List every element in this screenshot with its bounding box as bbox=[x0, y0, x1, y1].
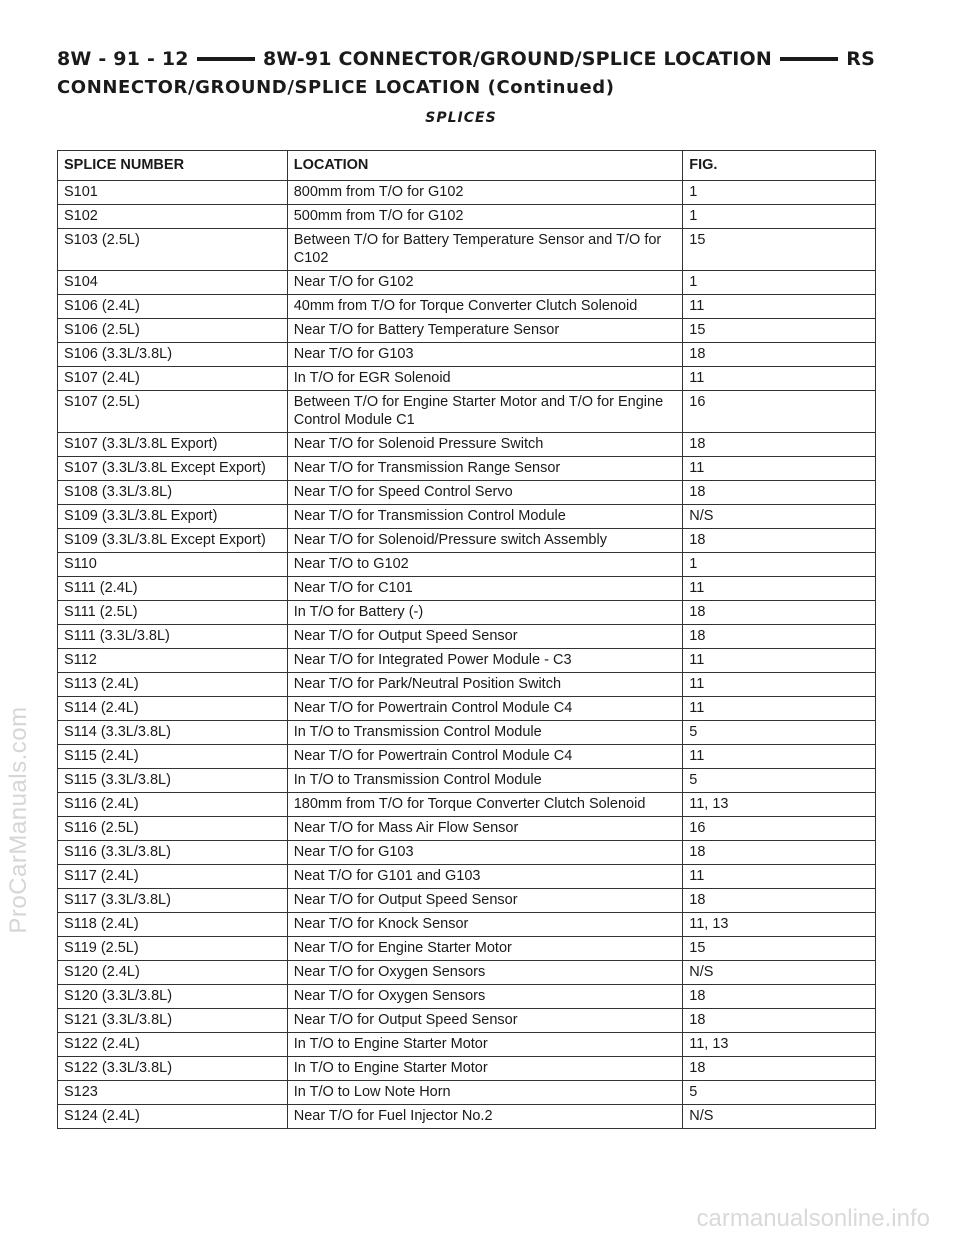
page-number: 8W - 91 - 12 bbox=[57, 48, 189, 70]
fig-cell: 1 bbox=[683, 553, 876, 577]
table-row bbox=[58, 745, 876, 769]
splice-number-cell: S124 (2.4L) bbox=[58, 1105, 288, 1129]
fig-cell: 1 bbox=[683, 271, 876, 295]
bottom-watermark: carmanualsonline.info bbox=[696, 1205, 930, 1232]
fig-cell: 18 bbox=[683, 889, 876, 913]
location-cell: Near T/O to G102 bbox=[287, 553, 683, 577]
location-cell: Near T/O for C101 bbox=[287, 577, 683, 601]
table-row bbox=[58, 865, 876, 889]
fig-cell: 11 bbox=[683, 865, 876, 889]
fig-cell: 16 bbox=[683, 391, 876, 433]
location-cell: Near T/O for Park/Neutral Position Switch bbox=[287, 673, 683, 697]
continued-title: CONNECTOR/GROUND/SPLICE LOCATION (Continued) bbox=[57, 77, 615, 98]
splice-number-cell: S120 (3.3L/3.8L) bbox=[58, 985, 288, 1009]
splice-number-cell: S109 (3.3L/3.8L Except Export) bbox=[58, 529, 288, 553]
fig-cell: 11 bbox=[683, 457, 876, 481]
splice-number-cell: S109 (3.3L/3.8L Export) bbox=[58, 505, 288, 529]
fig-cell: 11 bbox=[683, 649, 876, 673]
fig-cell: 18 bbox=[683, 1009, 876, 1033]
table-row bbox=[58, 271, 876, 295]
chapter-title: 8W-91 CONNECTOR/GROUND/SPLICE LOCATION bbox=[263, 48, 772, 70]
fig-cell: 18 bbox=[683, 433, 876, 457]
column-header-splice-number: SPLICE NUMBER bbox=[58, 151, 288, 181]
fig-cell: 11 bbox=[683, 367, 876, 391]
location-cell: Near T/O for Output Speed Sensor bbox=[287, 889, 683, 913]
table-row bbox=[58, 481, 876, 505]
table-row bbox=[58, 961, 876, 985]
fig-cell: 11 bbox=[683, 577, 876, 601]
fig-cell: 18 bbox=[683, 343, 876, 367]
splice-number-cell: S123 bbox=[58, 1081, 288, 1105]
splice-number-cell: S122 (2.4L) bbox=[58, 1033, 288, 1057]
fig-cell: 18 bbox=[683, 625, 876, 649]
splice-number-cell: S107 (2.5L) bbox=[58, 391, 288, 433]
fig-cell: 16 bbox=[683, 817, 876, 841]
table-row bbox=[58, 937, 876, 961]
side-watermark: ProCarManuals.com bbox=[5, 706, 32, 934]
table-row bbox=[58, 697, 876, 721]
fig-cell: 18 bbox=[683, 985, 876, 1009]
fig-cell: 18 bbox=[683, 1057, 876, 1081]
splice-number-cell: S116 (2.4L) bbox=[58, 793, 288, 817]
table-row bbox=[58, 1009, 876, 1033]
table-row bbox=[58, 817, 876, 841]
table-row bbox=[58, 721, 876, 745]
location-cell: Between T/O for Battery Temperature Sensor and T/O for C102 bbox=[287, 229, 683, 271]
fig-cell: 1 bbox=[683, 181, 876, 205]
splice-number-cell: S118 (2.4L) bbox=[58, 913, 288, 937]
location-cell: Near T/O for Knock Sensor bbox=[287, 913, 683, 937]
location-cell: 180mm from T/O for Torque Converter Clutch Solenoid bbox=[287, 793, 683, 817]
location-cell: Near T/O for Speed Control Servo bbox=[287, 481, 683, 505]
splice-number-cell: S106 (3.3L/3.8L) bbox=[58, 343, 288, 367]
location-cell: In T/O for Battery (-) bbox=[287, 601, 683, 625]
splice-number-cell: S102 bbox=[58, 205, 288, 229]
splice-number-cell: S111 (3.3L/3.8L) bbox=[58, 625, 288, 649]
fig-cell: 11, 13 bbox=[683, 1033, 876, 1057]
splice-number-cell: S117 (3.3L/3.8L) bbox=[58, 889, 288, 913]
table-header-row bbox=[58, 151, 876, 181]
location-cell: 500mm from T/O for G102 bbox=[287, 205, 683, 229]
page-header bbox=[57, 46, 875, 72]
location-cell: In T/O to Engine Starter Motor bbox=[287, 1033, 683, 1057]
splice-number-cell: S112 bbox=[58, 649, 288, 673]
splice-number-cell: S122 (3.3L/3.8L) bbox=[58, 1057, 288, 1081]
table-row bbox=[58, 1081, 876, 1105]
table-row bbox=[58, 529, 876, 553]
location-cell: Near T/O for Solenoid Pressure Switch bbox=[287, 433, 683, 457]
fig-cell: 18 bbox=[683, 529, 876, 553]
table-row bbox=[58, 649, 876, 673]
fig-cell: 11 bbox=[683, 295, 876, 319]
header-rule-right bbox=[780, 57, 838, 61]
location-cell: In T/O to Transmission Control Module bbox=[287, 769, 683, 793]
splice-number-cell: S111 (2.4L) bbox=[58, 577, 288, 601]
splice-number-cell: S104 bbox=[58, 271, 288, 295]
table-row bbox=[58, 391, 876, 433]
table-row bbox=[58, 181, 876, 205]
splice-number-cell: S120 (2.4L) bbox=[58, 961, 288, 985]
table-row bbox=[58, 673, 876, 697]
fig-cell: 18 bbox=[683, 601, 876, 625]
fig-cell: 11 bbox=[683, 745, 876, 769]
table-row bbox=[58, 553, 876, 577]
location-cell: Near T/O for Engine Starter Motor bbox=[287, 937, 683, 961]
table-row bbox=[58, 1033, 876, 1057]
splice-number-cell: S116 (3.3L/3.8L) bbox=[58, 841, 288, 865]
table-row bbox=[58, 295, 876, 319]
splice-number-cell: S121 (3.3L/3.8L) bbox=[58, 1009, 288, 1033]
splice-number-cell: S110 bbox=[58, 553, 288, 577]
table-row bbox=[58, 841, 876, 865]
splice-number-cell: S108 (3.3L/3.8L) bbox=[58, 481, 288, 505]
fig-cell: 11 bbox=[683, 673, 876, 697]
splice-number-cell: S101 bbox=[58, 181, 288, 205]
location-cell: Near T/O for Transmission Range Sensor bbox=[287, 457, 683, 481]
location-cell: Near T/O for Transmission Control Module bbox=[287, 505, 683, 529]
table-row bbox=[58, 889, 876, 913]
table-row bbox=[58, 205, 876, 229]
fig-cell: 18 bbox=[683, 841, 876, 865]
location-cell: Between T/O for Engine Starter Motor and T/O for Engine Control Module C1 bbox=[287, 391, 683, 433]
location-cell: Near T/O for Battery Temperature Sensor bbox=[287, 319, 683, 343]
table-row bbox=[58, 1057, 876, 1081]
splice-number-cell: S107 (3.3L/3.8L Export) bbox=[58, 433, 288, 457]
table-row bbox=[58, 913, 876, 937]
location-cell: Near T/O for Output Speed Sensor bbox=[287, 625, 683, 649]
location-cell: Near T/O for Integrated Power Module - C3 bbox=[287, 649, 683, 673]
table-row bbox=[58, 457, 876, 481]
splice-number-cell: S107 (3.3L/3.8L Except Export) bbox=[58, 457, 288, 481]
table-row bbox=[58, 769, 876, 793]
location-cell: In T/O to Transmission Control Module bbox=[287, 721, 683, 745]
splice-number-cell: S111 (2.5L) bbox=[58, 601, 288, 625]
splice-number-cell: S117 (2.4L) bbox=[58, 865, 288, 889]
table-body bbox=[58, 181, 876, 1129]
location-cell: 800mm from T/O for G102 bbox=[287, 181, 683, 205]
table-row bbox=[58, 367, 876, 391]
table-row bbox=[58, 625, 876, 649]
table-row bbox=[58, 229, 876, 271]
location-cell: Near T/O for G102 bbox=[287, 271, 683, 295]
fig-cell: 5 bbox=[683, 721, 876, 745]
splice-number-cell: S106 (2.5L) bbox=[58, 319, 288, 343]
fig-cell: 11, 13 bbox=[683, 793, 876, 817]
location-cell: Near T/O for Oxygen Sensors bbox=[287, 985, 683, 1009]
fig-cell: 1 bbox=[683, 205, 876, 229]
fig-cell: 5 bbox=[683, 769, 876, 793]
splice-number-cell: S106 (2.4L) bbox=[58, 295, 288, 319]
splice-number-cell: S114 (2.4L) bbox=[58, 697, 288, 721]
splice-number-cell: S115 (2.4L) bbox=[58, 745, 288, 769]
fig-cell: 5 bbox=[683, 1081, 876, 1105]
fig-cell: 15 bbox=[683, 229, 876, 271]
column-header-location: LOCATION bbox=[287, 151, 683, 181]
header-rule-left bbox=[197, 57, 255, 61]
fig-cell: 18 bbox=[683, 481, 876, 505]
fig-cell: N/S bbox=[683, 961, 876, 985]
table-row bbox=[58, 1105, 876, 1129]
fig-cell: N/S bbox=[683, 505, 876, 529]
table-row bbox=[58, 601, 876, 625]
model-code: RS bbox=[846, 48, 875, 70]
fig-cell: 15 bbox=[683, 319, 876, 343]
splice-number-cell: S116 (2.5L) bbox=[58, 817, 288, 841]
table-row bbox=[58, 343, 876, 367]
location-cell: In T/O to Engine Starter Motor bbox=[287, 1057, 683, 1081]
location-cell: Neat T/O for G101 and G103 bbox=[287, 865, 683, 889]
table-row bbox=[58, 319, 876, 343]
splice-number-cell: S114 (3.3L/3.8L) bbox=[58, 721, 288, 745]
section-title: SPLICES bbox=[425, 110, 497, 126]
fig-cell: 11, 13 bbox=[683, 913, 876, 937]
table-row bbox=[58, 985, 876, 1009]
location-cell: Near T/O for Oxygen Sensors bbox=[287, 961, 683, 985]
table-row bbox=[58, 793, 876, 817]
table-row bbox=[58, 433, 876, 457]
location-cell: Near T/O for Fuel Injector No.2 bbox=[287, 1105, 683, 1129]
location-cell: Near T/O for Powertrain Control Module C4 bbox=[287, 697, 683, 721]
fig-cell: N/S bbox=[683, 1105, 876, 1129]
splice-table bbox=[57, 150, 876, 1129]
column-header-fig: FIG. bbox=[683, 151, 876, 181]
splice-number-cell: S119 (2.5L) bbox=[58, 937, 288, 961]
fig-cell: 11 bbox=[683, 697, 876, 721]
location-cell: Near T/O for Mass Air Flow Sensor bbox=[287, 817, 683, 841]
splice-number-cell: S103 (2.5L) bbox=[58, 229, 288, 271]
location-cell: 40mm from T/O for Torque Converter Clutch Solenoid bbox=[287, 295, 683, 319]
table-row bbox=[58, 577, 876, 601]
splice-number-cell: S113 (2.4L) bbox=[58, 673, 288, 697]
splice-number-cell: S115 (3.3L/3.8L) bbox=[58, 769, 288, 793]
location-cell: Near T/O for G103 bbox=[287, 343, 683, 367]
location-cell: Near T/O for Solenoid/Pressure switch Assembly bbox=[287, 529, 683, 553]
location-cell: Near T/O for Powertrain Control Module C4 bbox=[287, 745, 683, 769]
location-cell: In T/O to Low Note Horn bbox=[287, 1081, 683, 1105]
location-cell: Near T/O for G103 bbox=[287, 841, 683, 865]
fig-cell: 15 bbox=[683, 937, 876, 961]
table-row bbox=[58, 505, 876, 529]
location-cell: Near T/O for Output Speed Sensor bbox=[287, 1009, 683, 1033]
location-cell: In T/O for EGR Solenoid bbox=[287, 367, 683, 391]
splice-number-cell: S107 (2.4L) bbox=[58, 367, 288, 391]
